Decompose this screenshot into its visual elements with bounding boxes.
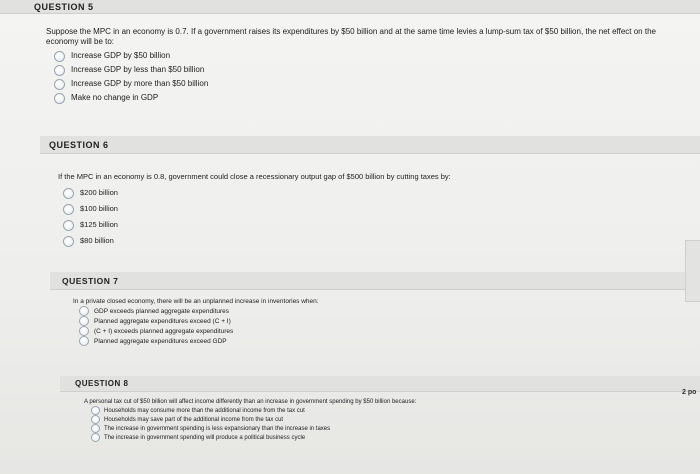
question-7-option-4[interactable] [73,336,653,346]
radio-button[interactable] [54,51,65,62]
radio-button[interactable] [63,204,74,215]
question-7-text: In a private closed economy, there will be an unplanned increase in inventories when: [73,298,319,305]
question-8-header [60,376,700,392]
radio-button[interactable] [54,93,65,104]
option-label: GDP exceeds planned aggregate expenditures [94,307,230,315]
question-5-option-1[interactable] [46,49,676,63]
question-7-option-3[interactable] [73,326,653,336]
question-7-title: QUESTION 7 [62,276,119,286]
points-label: 2 po [682,389,697,396]
radio-button[interactable] [54,65,65,76]
question-5-header [0,0,700,14]
question-6-title: QUESTION 6 [49,140,109,150]
option-label: Increase GDP by $50 billion [71,51,171,60]
radio-button[interactable] [79,316,89,326]
question-8-text: A personal tax cut of $50 billion will affect income differently than an increase in government spending by $50 billion because: [84,399,417,405]
option-label: (C + I) exceeds planned aggregate expenditures [94,327,234,335]
option-label: $80 billion [80,236,114,245]
question-8-option-1[interactable] [84,406,674,415]
question-5-text: Suppose the MPC in an economy is 0.7. If a government raises its expenditures by $50 billion and at the same time levies a lump-sum tax of $50 billion, the net effect on the economy will be to: [46,27,656,46]
question-6-text: If the MPC in an economy is 0.8, government could close a recessionary output gap of $500 billion by cutting taxes by: [58,172,451,181]
question-8-title: QUESTION 8 [75,379,129,388]
question-7-body [73,297,653,346]
option-label: Increase GDP by less than $50 billion [71,65,205,74]
question-5-option-4[interactable] [46,91,676,105]
radio-button[interactable] [91,415,100,424]
option-label: Make no change in GDP [71,93,159,102]
radio-button[interactable] [91,406,100,415]
radio-button[interactable] [63,220,74,231]
question-8-body [84,398,674,442]
question-8-option-4[interactable] [84,433,674,442]
question-8-option-2[interactable] [84,415,674,424]
question-5-body [46,27,676,105]
option-label: $125 billion [80,220,118,229]
option-label: Planned aggregate expenditures exceed GDP [94,337,227,345]
question-6-option-4[interactable] [58,233,668,249]
option-label: Increase GDP by more than $50 billion [71,79,209,88]
option-label: $100 billion [80,204,118,213]
radio-button[interactable] [91,424,100,433]
question-6-body [58,172,668,249]
radio-button[interactable] [63,236,74,247]
option-label: $200 billion [80,188,118,197]
question-7-header [50,272,700,290]
radio-button[interactable] [79,336,89,346]
option-label: Households may save part of the additional income from the tax cut [104,416,284,423]
option-label: Planned aggregate expenditures exceed (C + I) [94,317,231,325]
question-5-option-3[interactable] [46,77,676,91]
question-7-option-1[interactable] [73,306,653,316]
question-5-title: QUESTION 5 [34,2,94,12]
radio-button[interactable] [54,79,65,90]
radio-button[interactable] [91,433,100,442]
option-label: The increase in government spending will produce a political business cycle [104,434,306,441]
radio-button[interactable] [79,306,89,316]
radio-button[interactable] [63,188,74,199]
question-7-option-2[interactable] [73,316,653,326]
radio-button[interactable] [79,326,89,336]
question-6-header [40,136,700,154]
side-tab [685,240,700,302]
question-5-option-2[interactable] [46,63,676,77]
question-6-option-2[interactable] [58,201,668,217]
question-6-option-1[interactable] [58,185,668,201]
option-label: Households may consume more than the additional income from the tax cut [104,407,305,414]
question-6-option-3[interactable] [58,217,668,233]
question-8-option-3[interactable] [84,424,674,433]
option-label: The increase in government spending is less expansionary than the increase in taxes [104,425,331,432]
